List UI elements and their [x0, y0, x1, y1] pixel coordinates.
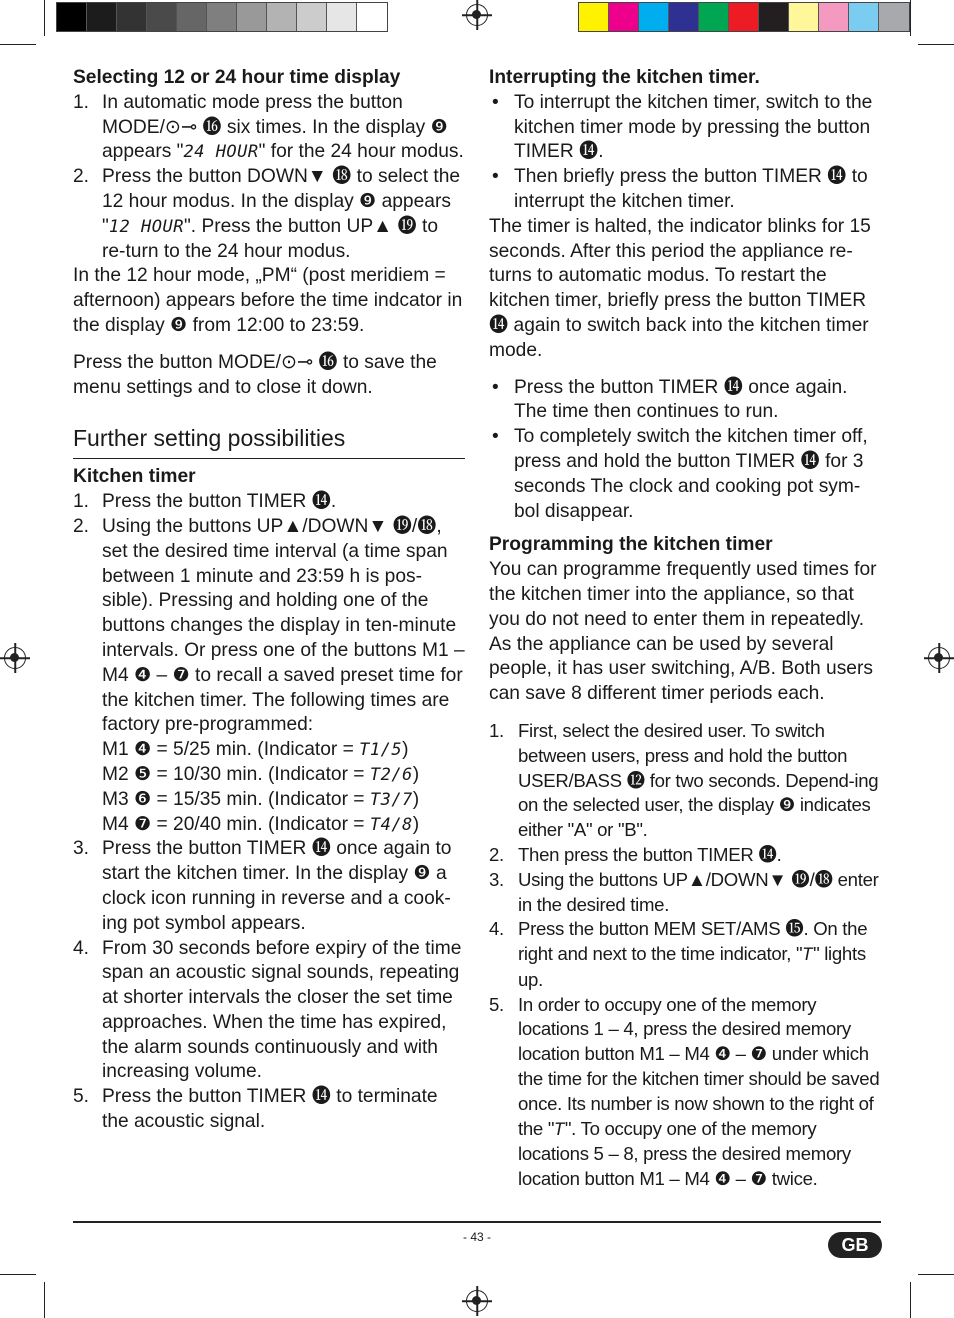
crop-mark [910, 1282, 911, 1318]
page-number: - 43 - [462, 1230, 491, 1244]
color-swatch [327, 3, 357, 31]
paragraph-pm: In the 12 hour mode, „PM“ (post meridiem = afternoon) appears before the time indcator in the display ❾ from 12:00 to 23:59. [73, 265, 463, 336]
preset-row: M1 ❹ = 5/25 min. (Indicator = T1/5) [102, 739, 409, 761]
list-item: 2. Using the buttons UP▲/DOWN▼ ⓳/⓲, set the desired time interval (a time span between 1 minute and 23:59 h is pos-sible). Pressing and holding one of the buttons changes the display in ten-minute intervals. Or press one of the buttons M1 – M4 ❹ – ❼ to recall a saved preset time for the kitchen timer. The following times are factory pre-programmed: M1 ❹ = 5/25 min. (Indicator = T1/5) M2 ❺ = 10/30 min. (Indicator = T2/6) M3 ❻ = 15/35 min. (Indicator = T3/7) M4 ❼ = 20/40 min. (Indicator = T4/8) [73, 515, 465, 837]
color-swatch [759, 3, 789, 31]
list-item: 3. Using the buttons UP▲/DOWN▼ ⓳/⓲ enter in the desired time. [489, 868, 879, 915]
left-column [73, 66, 465, 1135]
footer-rule [73, 1221, 881, 1223]
list-item: • To completely switch the kitchen timer off, press and hold the button TIMER ⓮ for 3 seconds The clock and cooking pot sym-bol disappear. [489, 425, 881, 524]
preset-list [102, 738, 465, 837]
preset-row: M4 ❼ = 20/40 min. (Indicator = T4/8) [102, 813, 420, 835]
color-swatch [849, 3, 879, 31]
lcd-text: T [802, 945, 814, 966]
right-column [489, 66, 881, 1192]
paragraph-save: Press the button MODE/⊙⊸ ⓰ to save the menu settings and to close it down. [73, 351, 437, 398]
gray-color-bar [56, 2, 388, 32]
registration-mark-icon [466, 1290, 488, 1312]
list-item: 3. Press the button TIMER ⓮ once again to start the kitchen timer. In the display ❾ a clock icon running in reverse and a cook-ing pot symbol appears. [73, 838, 452, 934]
section-heading-12-24: Selecting 12 or 24 hour time display [73, 67, 401, 88]
crop-mark [918, 1274, 954, 1275]
color-swatch [819, 3, 849, 31]
interrupt-bullets-2 [489, 376, 881, 525]
color-swatch [57, 3, 87, 31]
language-badge: GB [828, 1232, 882, 1258]
color-swatch [699, 3, 729, 31]
color-swatch [879, 3, 909, 31]
list-item: 2. Press the button DOWN▼ ⓲ to select the 12 hour modus. In the display ❾ appears "12 HOUR". Press the button UP▲ ⓳ to re-turn to the 24 hour modus. [73, 166, 461, 262]
list-item: 5. Press the button TIMER ⓮ to terminate the acoustic signal. [73, 1086, 438, 1133]
subheading-interrupting: Interrupting the kitchen timer. [489, 67, 760, 88]
lcd-text: T [554, 1119, 565, 1140]
list-item: 2. Then press the button TIMER ⓮. [489, 843, 782, 865]
color-swatch [639, 3, 669, 31]
color-swatch [207, 3, 237, 31]
crop-mark [44, 0, 45, 36]
list-item: 1. First, select the desired user. To switch between users, press and hold the button USER/BASS ⓬ for two seconds. Depend-ing on the selected user, the display ❾ indicates either "A" or "B". [489, 719, 879, 841]
list-item: • Then briefly press the button TIMER ⓮ to interrupt the kitchen timer. [489, 165, 881, 215]
interrupt-bullets [489, 91, 881, 215]
crop-mark [918, 44, 954, 45]
kitchen-timer-steps [73, 490, 465, 1135]
crop-mark [0, 44, 36, 45]
color-swatch [669, 3, 699, 31]
list-item: 1. Press the button TIMER ⓮. [73, 491, 337, 513]
subheading-programming: Programming the kitchen timer [489, 534, 773, 556]
color-swatch [237, 3, 267, 31]
crop-mark [910, 0, 911, 36]
color-swatch [609, 3, 639, 31]
process-color-bar [578, 2, 910, 32]
list-item: 4. Press the button MEM SET/AMS ⓯. On the right and next to the time indicator, "T" lights up. [489, 918, 868, 990]
list-item: 1. In automatic mode press the button MODE/⊙⊸ ⓰ six times. In the display ❾ appears "24 HOUR" for the 24 hour modus. [73, 91, 464, 163]
crop-mark [0, 1274, 36, 1275]
list-item: • Press the button TIMER ⓮ once again. The time then continues to run. [489, 376, 881, 426]
paragraph-programming: You can programme frequently used times for the kitchen timer into the appliance, so that you do not need to enter them in repeatedly. As the appliance can be used by several people, it has user switching, A/B. Both users can save 8 different timer periods each. [489, 559, 877, 705]
color-swatch [117, 3, 147, 31]
subheading-kitchen-timer: Kitchen timer [73, 466, 196, 488]
registration-mark-icon [928, 647, 950, 669]
color-swatch [177, 3, 207, 31]
preset-row: M3 ❻ = 15/35 min. (Indicator = T3/7) [102, 788, 420, 810]
color-swatch [267, 3, 297, 31]
color-swatch [729, 3, 759, 31]
list-item: 4. From 30 seconds before expiry of the time span an acoustic signal sounds, repeating at shorter intervals the closer the set time approaches. When the time has expired, the alarm sounds continuously and with increasing volume. [73, 937, 462, 1083]
color-swatch [147, 3, 177, 31]
color-swatch [87, 3, 117, 31]
programming-steps [489, 719, 881, 1192]
list-item: • To interrupt the kitchen timer, switch to the kitchen timer mode by pressing the button TIMER ⓮. [489, 91, 881, 165]
color-swatch [789, 3, 819, 31]
list-item: 5. In order to occupy one of the memory locations 1 – 4, press the desired memory location button M1 – M4 ❹ – ❼ under which the time for the kitchen timer should be saved once. Its number is now shown to the right of the "T". To occupy one of the memory locations 5 – 8, press the desired memory location button M1 – M4 ❹ – ❼ twice. [489, 993, 880, 1190]
steps-12-24 [73, 91, 465, 265]
lcd-text: 24 HOUR [183, 142, 259, 163]
crop-mark [44, 1282, 45, 1318]
registration-mark-icon [466, 4, 488, 26]
color-swatch [579, 3, 609, 31]
lcd-text: 12 HOUR [108, 216, 184, 237]
paragraph-interrupt: The timer is halted, the indicator blinks for 15 seconds. After this period the appliance re-turns to automatic modus. To restart the kitchen timer, briefly press the button TIMER ⓮ again to switch back into the kitchen timer mode. [489, 215, 871, 361]
color-swatch [357, 3, 387, 31]
color-swatch [297, 3, 327, 31]
preset-row: M2 ❺ = 10/30 min. (Indicator = T2/6) [102, 763, 420, 785]
section-title-further-settings: Further setting possibilities [73, 422, 465, 459]
registration-mark-icon [4, 647, 26, 669]
